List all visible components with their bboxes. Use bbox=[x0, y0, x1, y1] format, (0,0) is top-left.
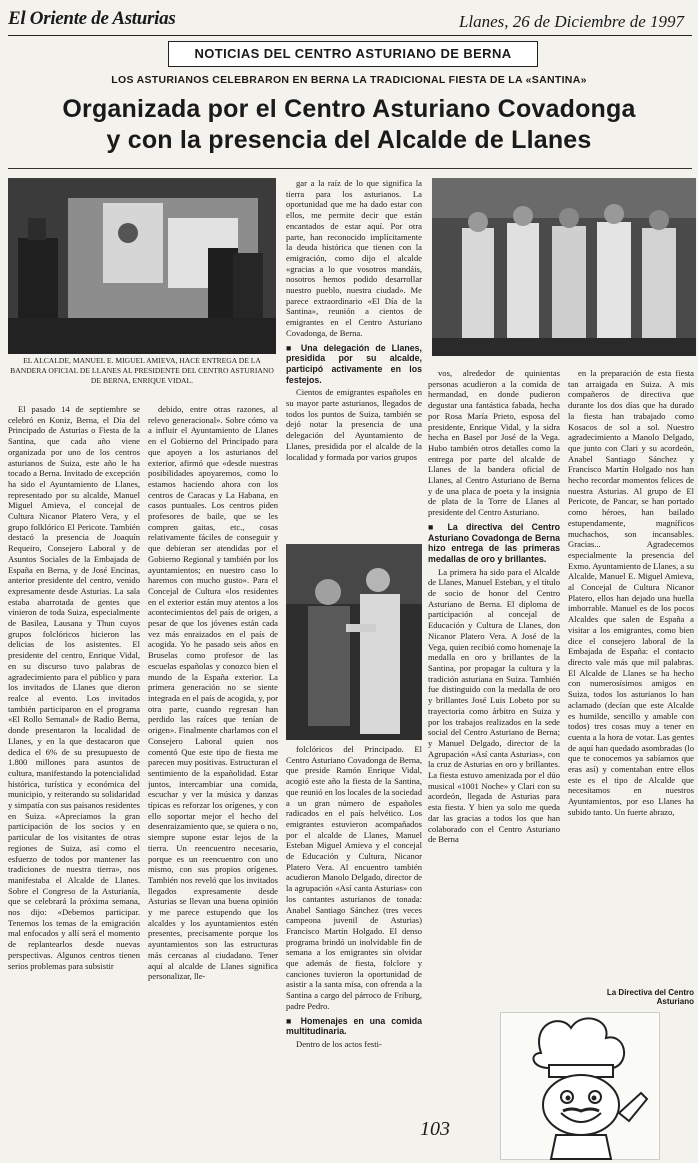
column-text: folclóricos del Principado. El Centro Asturiano Covadonga de Berna, que preside Ramón Enrique Vidal, acogió este año la fiesta de la Santina, que reunió en los locales de la sociedad a un gran número de españoles radicados en el país helvético. Los emigrantes estuvieron acompañados por el alcalde de Llanes, Manuel Esteban Miguel Amieva y el concejal de Educación y Cultura, Nicanor Platero Vera. Al encuentro también acudieron Manolo Delgado, director de la agrupación «Así canta Asturias» con los cantantes asturianos de tonada: Anabel Santiago Sánchez (tres veces campeona juvenil de Asturias) Francisco Martín Holgado. El denso programa brindó un inolvidable fin de semana a los emigrantes sin olvidar que además de fiesta, folclore y canciones tuvieron la oportunidad de asistir a la santa misa, con ofrenda a la Santina a cargo del párroco de Friburg, padre Pedro. bbox=[286, 744, 422, 1011]
article-column-2 bbox=[148, 404, 278, 1156]
column-text: El pasado 14 de septiembre se celebró en Koniz, Berna, el Día del Principado de Asturias o Fiesta de la Santina, que cada año viene organizada por uno de los centros asturianos de Suiza, este año le ha tocado a Berna. Invitado de excepción ha sido el Ayuntamiento de Llanes, representado por su alcalde, Manuel Miguel Amieva, el concejal de Cultura Nicanor Platero Vera, y el grupo folklórico El Pericote. También destacó la presencia de Joaquín Requeiro, Consejero Laboral y de Asuntos Sociales de la Embajada de España en Berna, y de José Encinas, anterior presidente del centro, venido expresamente desde Asturias. La sala estaba abarrotada de gentes que vinieron de toda Suiza, especialmente de Basilea, Lausana y Thun cuyos grupos folclóricos hicieron las delicias de los asistentes. El presidente del centro, Enrique Vidal, en su discurso tuvo palabras de agradecimiento para el público y para los invitados de Llanes que dieron realce al evento. Los invitados también participaron en el programa «El Rollo Semanal» de Radio Berna, donde presentaron la localidad de Llanes, y en la que destacaron que dedica el 6% de su presupuesto de 1.800 millones para asuntos de cultura, manifestando la potencialidad histórica, turística y económica del municipio, y reiterando su solidaridad y simpatía con sus paisanos residentes en Suiza. «Apreciamos la gran participación de los socios y en particular de los visitantes de otras regiones de Suiza, así como el esfuerzo de todos por mantener las tradiciones de nuestra tierra», nos manifestaba el Alcalde de Llanes. Sobre el Congreso de la Asturianía, que se celebrará la próxima semana, nos dijo: «Debemos participar. Tenemos los temas de la emigración mal enfocados y allí será el momento de replantearlos desde nuevas perspectivas. Algunos centros tienen serios problemas para subsistir bbox=[8, 404, 140, 971]
divider bbox=[8, 168, 692, 169]
photo-group bbox=[432, 178, 696, 356]
section-banner: NOTICIAS DEL CENTRO ASTURIANO DE BERNA bbox=[168, 41, 538, 67]
column-text: La primera ha sido para el Alcalde de Llanes, Manuel Esteban, y el título de socio de honor del Centro Asturiano de Berna. El diploma de participación al concejal de Educación y Cultura de Llanes, don Nicanor Platero Vera. A José de la Vega, quien recibió como homenaje la medalla en oro y brillantes de la Santina, por propagar la cultura y la tradición asturiana en Suiza. También fue distinguido con la medalla de oro y brillantes José Luis Lobeto por su trayectoria como árbitro en Suiza y por los trabajos realizados en la sede social del Centro Asturiano de Berna; y Manuel Delgado, director de la Agrupación «Así canta Asturias», con la cruz de Asturias en oro y brillantes. La fiesta estuvo amenizada por el dúo musical «1001 Noche» y Clari con su acordeón, llegada de Asturias para esta fiesta. Y bien ya solo me queda dar las gracias a todos los que han colaborado con el Centro Asturiano de Berna bbox=[428, 566, 560, 845]
column-text: en la preparación de esta fiesta tan arraigada en Suiza. A mis compañeros de directiva que durante los dos días que ha durado la fiesta han trabajado como Kosacos de sol a sol. Nuestro agradecimiento a Manolo Delgado, que junto con Clari y su acordeón, Anabel Santiago Sánchez y Francisco Martín Holgado nos han hecho recordar momentos felices de nuestra Asturias. Al grupo de El Pericote, de Pancar, se han portado como héroes, han bailado estupendamente, magníficos muchachos, son incansables. Gracias... Agradecemos especialmente la presencia del Exmo. Ayuntamiento de Llanes, a su Alcalde, Manuel E. Miguel Amieva, al Concejal de Cultura Nicanor Platero, ellos han dejado una huella imborrable. Manuel es de los pocos Alcaldes que salen de España a visitar a los emigrantes, como bien dice el consejero laboral de la Embajada de España: el contacto directo vale más que mil palabras. El Alcalde de Llanes se ha hecho con numerosísimos amigos en Suiza, todos los asturianos lo han aclamado (decían que este Alcalde es humilde, sencillo y amable con todos) tres cosas muy a tener en cuenta a la hora de votar. Las gentes de aquí han quedado asombradas (lo que te conocemos ya sabíamos que eras así) y comentaban entre ellos este es el tipo de Alcalde que necesitamos en nuestros Ayuntamientos, por eso Llanes ha subido tanto. Un fuerte abrazo, bbox=[568, 368, 694, 817]
headline-line-1: Organizada por el Centro Asturiano Covadonga bbox=[62, 95, 636, 123]
newspaper-name: El Oriente de Asturias bbox=[8, 8, 176, 29]
headline-line-2: y con la presencia del Alcalde de Llanes bbox=[106, 126, 592, 154]
article-column-5 bbox=[568, 368, 694, 990]
column-text: debido, entre otras razones, al relevo generacional». Sobre cómo va a influir el Ayuntamiento de Llanes en el Gobierno del Principado para que apoyen a los asturianos del exterior, afirmó que «desde nuestras posibilidades apoyaremos, como lo estamos haciendo ahora con los centros de Caracas y La Habana, en casos puntuales. Los centros piden profesores de baile, que se les compren gaitas, etc., cosas relativamente fáciles de conseguir y que debieran ser atendidas por el Gobierno Regional y también por los ayuntamientos; en nuestro caso lo haremos con mucho gusto». Para el Concejal de Cultura «los residentes en el exterior están muy atentos a los acontecimientos del país de origen, a pesar de que los jóvenes están cada vez más enraizados en el país de acogida. Yo he pasado seis años en Bruselas como profesor de las escuelas españolas y conozco bien el mundo de la España exterior. La primera generación no se siente integrada en el país de acogida, y, por otra parte, cuando regresan han perdido las raíces que tenían de origen». Finalmente charlamos con el Consejero Laboral quien nos comentó Que este tipo de fiesta me parecen muy positivas. Estructuran el sentimiento de la españolidad. Estar juntos, intercambiar una comida, escuchar y ver la música y danzas típicas es reforzar los orígenes, y con ello soportar mejor el hecho del desenraizamiento que, se quiera o no, siempre supone estar lejos de la tierra. Un reencuentro necesario, porque es un reencuentro con uno mismo, con sus propios orígenes. También nos reveló que los invitados llegados expresamente desde Asturias se llevan una buena opinión y me parece estupendo que los alcaldes y los ayuntamientos estén presentes, precisamente porque los ayuntamientos son las estructuras más cercanas al ciudadano. Tener aquí al alcalde de Llanes significa personalizar, lle- bbox=[148, 404, 278, 982]
article-column-3-top bbox=[286, 178, 422, 538]
page-number: 103 bbox=[420, 1118, 450, 1140]
article-column-4 bbox=[428, 368, 560, 990]
dateline: Llanes, 26 de Diciembre de 1997 bbox=[458, 12, 684, 31]
subheading: ■ La directiva del Centro Asturiano Covadonga de Berna hizo entrega de las primeras medallas de oro y brillantes. bbox=[428, 521, 560, 564]
column-text: Dentro de los actos festi- bbox=[296, 1038, 382, 1049]
subheading: ■ Homenajes en una comida multitudinaria. bbox=[286, 1015, 422, 1037]
photo-flag-ceremony bbox=[8, 178, 276, 354]
column-text: vos, alrededor de quinientas personas acudieron a la comida de hermandad, en donde pudieron degustar una fantástica fabada, hecha por Rosa María Prieto, esposa del presidente, Enrique Vidal, y la sidra hecha en Basel por José de la Vega. Hubo también otros detalles como la entrega por parte del alcalde de Llanes de la bandera oficial de Llanes, al Centro Asturiano de Berna y de una placa de poeta y la insignia de plata de la Torre de Llanes al presidente del Centro Asturiano. bbox=[428, 368, 560, 518]
masthead bbox=[8, 6, 692, 36]
chef-cartoon bbox=[500, 1012, 660, 1160]
kicker: LOS ASTURIANOS CELEBRARON EN BERNA LA TRADICIONAL FIESTA DE LA «SANTINA» bbox=[111, 74, 587, 86]
column-text: Cientos de emigrantes españoles en su mayor parte asturianos, llegados de todos los puntos de Suiza, también se dejó notar la presencia de una delegación del Ayuntamiento de Llanes, presidida por el alcalde de la localidad y formada por varios grupos bbox=[286, 387, 422, 462]
photo-medal bbox=[286, 544, 422, 740]
article-column-1 bbox=[8, 404, 140, 1156]
headline bbox=[0, 94, 698, 156]
column-text: gar a la raíz de lo que significa la tierra para los asturianos. La oportunidad que me ha dado estar con ellos, me permite decir que están encantados de estar aquí. Por otra parte, han reconocido implícitamente la deuda histórica que tienen con la emigración, como dijo el alcalde «gracias a lo que vosotros mandáis, nosotros hemos podido desarrollar nuestro pueblo, nuestra ciudad». Me parece extraordinario «El Día de la Santina», reunión a cientos de emigrantes en el Centro Asturiano Covadonga, de Berna. bbox=[286, 178, 422, 338]
article-column-3-bottom bbox=[286, 744, 422, 1156]
photo-caption: EL ALCALDE, MANUEL E. MIGUEL AMIEVA, HACE ENTREGA DE LA BANDERA OFICIAL DE LLANES AL PRESIDENTE DEL CENTRO ASTURIANO DE BERNA, ENRIQUE VIDAL. bbox=[10, 356, 274, 385]
subheading: ■ Una delegación de Llanes, presidida por su alcalde, participó activamente en los festejos. bbox=[286, 342, 422, 385]
signature: La Directiva del Centro Asturiano bbox=[606, 988, 694, 1006]
